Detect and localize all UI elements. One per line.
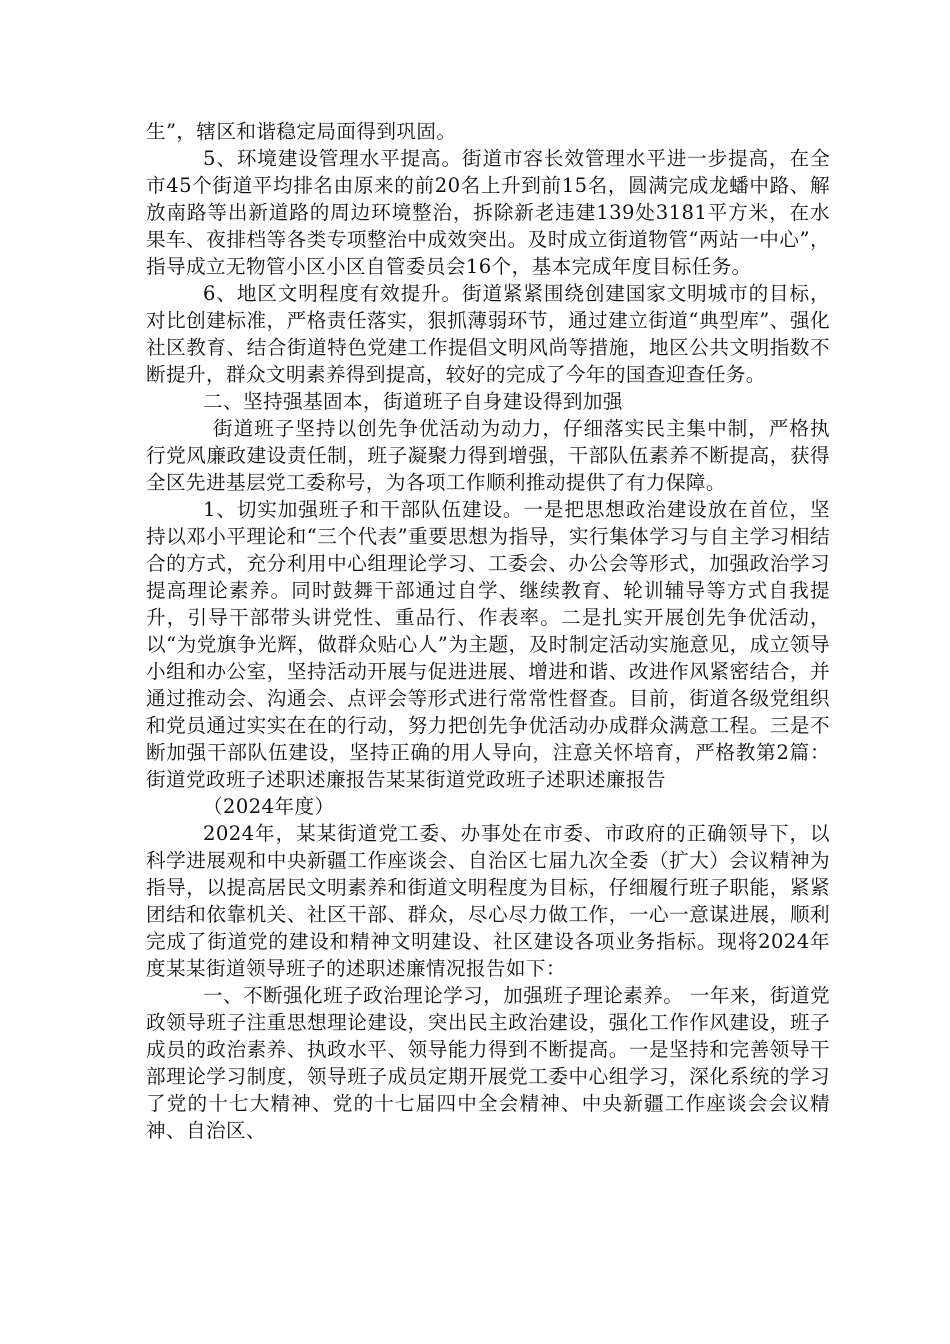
paragraph-environment: 5、环境建设管理水平提高。街道市容长效管理水平进一步提高，在全市45个街道平均排名由原来的前20名上升到前15名，圆满完成龙蟠中路、解放南路等出新道路的周边环境整治，拆除新老违建139处3181平方米，在水果车、夜排档等各类专项整治中成效突出。及时成立街道物管“两站一中心”，指导成立无物管小区小区自管委员会16个，基本完成年度目标任务。 bbox=[146, 147, 830, 278]
section-heading-two: 二、坚持强基固本，街道班子自身建设得到加强 bbox=[203, 390, 623, 413]
paragraph-report-intro: 2024年，某某街道党工委、办事处在市委、市政府的正确领导下，以科学进展观和中央新疆工作座谈会、自治区七届九次全委（扩大）会议精神为指导，以提高居民文明素养和街道文明程度为目标，仔细履行班子职能，紧紧团结和依靠机关、社区干部、群众，尽心尽力做工作，一心一意谋进展，顺利完成了街道党的建设和精神文明建设、社区建设各项业务指标。现将2024年度某某街道领导班子的述职述廉情况报告如下： bbox=[146, 822, 830, 980]
paragraph-year-label: （2024年度） bbox=[203, 795, 335, 818]
paragraph-cadre-building: 1、切实加强班子和干部队伍建设。一是把思想政治建设放在首位，坚持以邓小平理论和“三个代表”重要思想为指导，实行集体学习与自主学习相结合的方式，充分利用中心组理论学习、工委会、办公会等形式，加强政治学习提高理论素养。同时鼓舞干部通过自学、继续教育、轮训辅导等方式自我提升，引导干部带头讲党性、重品行、作表率。二是扎实开展创先争优活动，以“为党旗争光辉，做群众贴心人”为主题，及时制定活动实施意见，成立领导小组和办公室，坚持活动开展与促进进展、增进和谐、改进作风紧密结合，并通过推动会、沟通会、点评会等形式进行常常性督查。目前，街道各级党组织和党员通过实实在在的行动，努力把创先争优活动办成群众满意工程。三是不断加强干部队伍建设，坚持正确的用人导向，注意关怀培育，严格教第2篇：街道党政班子述职述廉报告某某街道党政班子述职述廉报告 bbox=[146, 498, 830, 791]
document-body bbox=[146, 118, 830, 1144]
paragraph-continuation: 生”，辖区和谐稳定局面得到巩固。 bbox=[146, 120, 457, 143]
paragraph-civilization: 6、地区文明程度有效提升。街道紧紧围绕创建国家文明城市的目标，对比创建标准，严格责任落实，狠抓薄弱环节，通过建立街道“典型库”、强化社区教育、结合街道特色党建工作提倡文明风尚等措施，地区公共文明指数不断提升，群众文明素养得到提高，较好的完成了今年的国查迎查任务。 bbox=[146, 282, 830, 386]
paragraph-team-building: 街道班子坚持以创先争优活动为动力，仔细落实民主集中制，严格执行党风廉政建设责任制，班子凝聚力得到增强，干部队伍素养不断提高，获得全区先进基层党工委称号，为各项工作顺利推动提供了有力保障。 bbox=[146, 417, 830, 494]
paragraph-theory-study: 一、不断强化班子政治理论学习，加强班子理论素养。 一年来，街道党政领导班子注重思想理论建设，突出民主政治建设，强化工作作风建设，班子成员的政治素养、执政水平、领导能力得到不断提高。一是坚持和完善领导干部理论学习制度，领导班子成员定期开展党工委中心组学习，深化系统的学习了党的十七大精神、党的十七届四中全会精神、中央新疆工作座谈会会议精神、自治区、 bbox=[146, 984, 830, 1142]
